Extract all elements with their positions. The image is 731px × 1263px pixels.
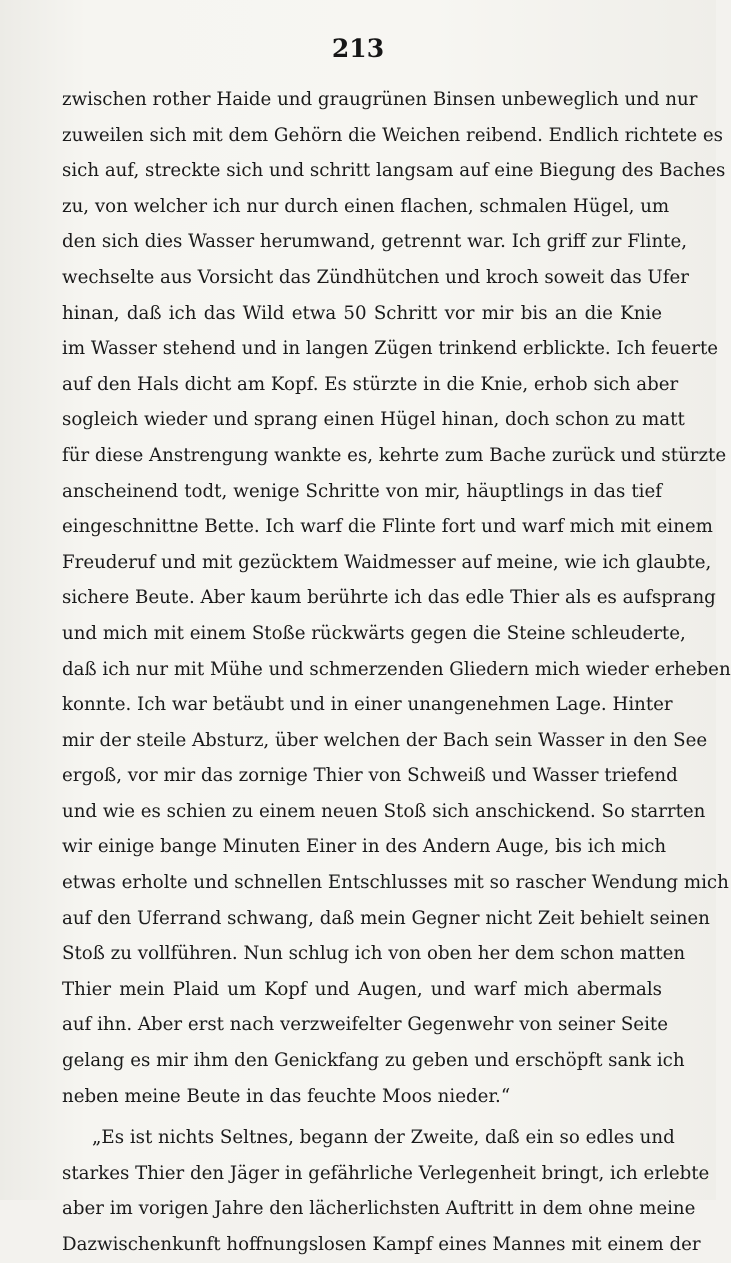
text-line: und wie es schien zu einem neuen Stoß sich anschickend. So starrten [62,800,706,822]
text-line: sich auf, streckte sich und schritt langsam auf eine Biegung des Baches [62,160,726,182]
text-line: gelang es mir ihm den Genickfang zu geben und erschöpft sank ich [62,1050,685,1072]
text-line: sichere Beute. Aber kaum berührte ich das edle Thier als es aufsprang [62,587,716,609]
text-line: wir einige bange Minuten Einer in des Andern Auge, bis ich mich [62,836,667,858]
text-line: aber im vorigen Jahre den lächerlichsten Auftritt in dem ohne meine [62,1198,696,1220]
text-line: Thier mein Plaid um Kopf und Augen, und warf mich abermals [62,978,662,1000]
text-line: im Wasser stehend und in langen Zügen trinkend erblickte. Ich feuerte [62,338,719,360]
text-line: für diese Anstrengung wankte es, kehrte zum Bache zurück und stürzte [62,444,727,466]
paragraph [62,82,731,1114]
text-line: zuweilen sich mit dem Gehörn die Weichen reibend. Endlich richtete es [62,124,724,146]
text-line: zwischen rother Haide und graugrünen Binsen unbeweglich und nur [62,89,698,110]
text-line: wechselte aus Vorsicht das Zündhütchen und kroch soweit das Ufer [62,266,689,288]
text-line: daß ich nur mit Mühe und schmerzenden Gliedern mich wieder erheben [62,658,731,680]
text-line: zu, von welcher ich nur durch einen flachen, schmalen Hügel, um [62,195,670,217]
text-line: hinan, daß ich das Wild etwa 50 Schritt vor mir bis an die Knie [62,302,662,324]
text-line: neben meine Beute in das feuchte Moos nieder.“ [62,1085,511,1107]
paragraph [62,1120,710,1262]
page-body-text [62,82,731,1263]
text-line: auf den Hals dicht am Kopf. Es stürzte in die Knie, erhob sich aber [62,373,679,395]
text-line: mir der steile Absturz, über welchen der Bach sein Wasser in den See [62,729,708,751]
text-line: anscheinend todt, wenige Schritte von mir, häuptlings in das tief [62,480,662,502]
text-line: „Es ist nichts Seltnes, begann der Zweite, daß ein so edles und [92,1127,675,1149]
text-line: den sich dies Wasser herumwand, getrennt war. Ich griff zur Flinte, [62,231,688,253]
text-line: Freuderuf und mit gezücktem Waidmesser auf meine, wie ich glaubte, [62,551,712,573]
text-line: Stoß zu vollführen. Nun schlug ich von oben her dem schon matten [62,943,686,965]
text-line: auf den Uferrand schwang, daß mein Gegner nicht Zeit behielt seinen [62,907,710,929]
text-line: und mich mit einem Stoße rückwärts gegen die Steine schleuderte, [62,622,686,644]
text-line: eingeschnittne Bette. Ich warf die Flinte fort und warf mich mit einem [62,516,713,538]
text-line: sogleich wieder und sprang einen Hügel hinan, doch schon zu matt [62,409,685,431]
text-line: starkes Thier den Jäger in gefährliche Verlegenheit bringt, ich erlebte [62,1162,710,1184]
text-line: konnte. Ich war betäubt und in einer unangenehmen Lage. Hinter [62,694,673,716]
text-line: Dazwischenkunft hoffnungslosen Kampf eines Mannes mit einem der [62,1234,701,1255]
page-number: 213 [331,34,385,63]
text-line: ergoß, vor mir das zornige Thier von Schweiß und Wasser triefend [62,765,678,787]
text-line: auf ihn. Aber erst nach verzweifelter Gegenwehr von seiner Seite [62,1014,668,1036]
text-line: etwas erholte und schnellen Entschlusses mit so rascher Wendung mich [62,872,729,894]
